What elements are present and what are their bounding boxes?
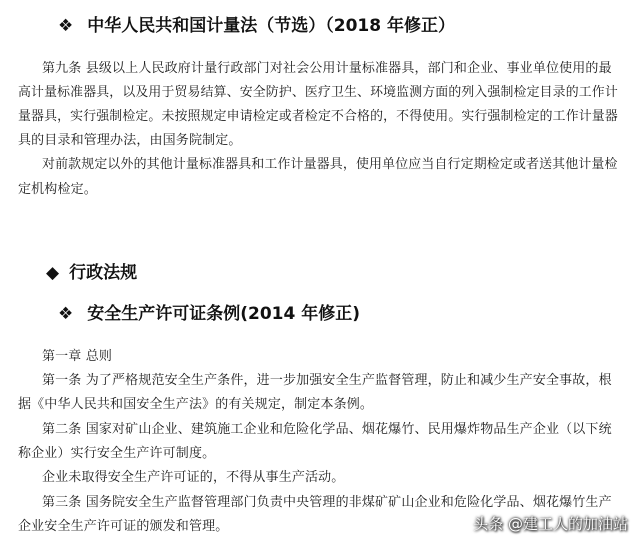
body-line: 第三条 国务院安全生产监督管理部门负责中央管理的非煤矿矿山企业和危险化学品、烟花爆竹生产 (42, 495, 612, 510)
body-line: 称企业）实行安全生产许可制度。 (18, 446, 216, 461)
section-heading-safety-license (58, 299, 360, 324)
section-title: 中华人民共和国计量法（节选）（2018 年修正） (87, 16, 455, 36)
body-line: 第一章 总则 (42, 349, 113, 364)
section-heading-metrology-law (58, 11, 455, 36)
diamond-bullet-icon: ◆ (46, 263, 60, 283)
body-line: 具的目录和管理办法，由国务院制定。 (18, 133, 242, 148)
body-line: 量器具，实行强制检定。未按照规定申请检定或者检定不合格的，不得使用。实行强制检定的工作计量器 (18, 109, 618, 124)
body-line: 据《中华人民共和国安全生产法》的有关规定，制定本条例。 (18, 397, 374, 412)
body-line: 第二条 国家对矿山企业、建筑施工企业和危险化学品、烟花爆竹、民用爆炸物品生产企业（以下统 (42, 422, 612, 437)
body-line: 对前款规定以外的其他计量标准器具和工作计量器具，使用单位应当自行定期检定或者送其他计量检 (42, 157, 618, 172)
section-title: 安全生产许可证条例(2014 年修正) (87, 304, 361, 324)
section-title: 行政法规 (69, 263, 138, 283)
body-line: 定机构检定。 (18, 182, 97, 197)
diamond-bullet-icon: ❖ (58, 304, 74, 324)
body-line: 企业未取得安全生产许可证的，不得从事生产活动。 (42, 470, 345, 485)
section-heading-admin-regulations (46, 258, 137, 283)
body-line: 第一条 为了严格规范安全生产条件，进一步加强安全生产监督管理，防止和减少生产安全事故，根 (42, 373, 612, 388)
diamond-bullet-icon: ❖ (58, 16, 74, 36)
watermark: 头条 @建工人的加油站 (473, 515, 628, 533)
body-line: 第九条 县级以上人民政府计量行政部门对社会公用计量标准器具，部门和企业、事业单位使用的最 (42, 61, 612, 76)
body-line: 企业安全生产许可证的颁发和管理。 (18, 519, 229, 534)
body-line: 高计量标准器具，以及用于贸易结算、安全防护、医疗卫生、环境监测方面的列入强制检定目录的工作计 (18, 85, 618, 100)
